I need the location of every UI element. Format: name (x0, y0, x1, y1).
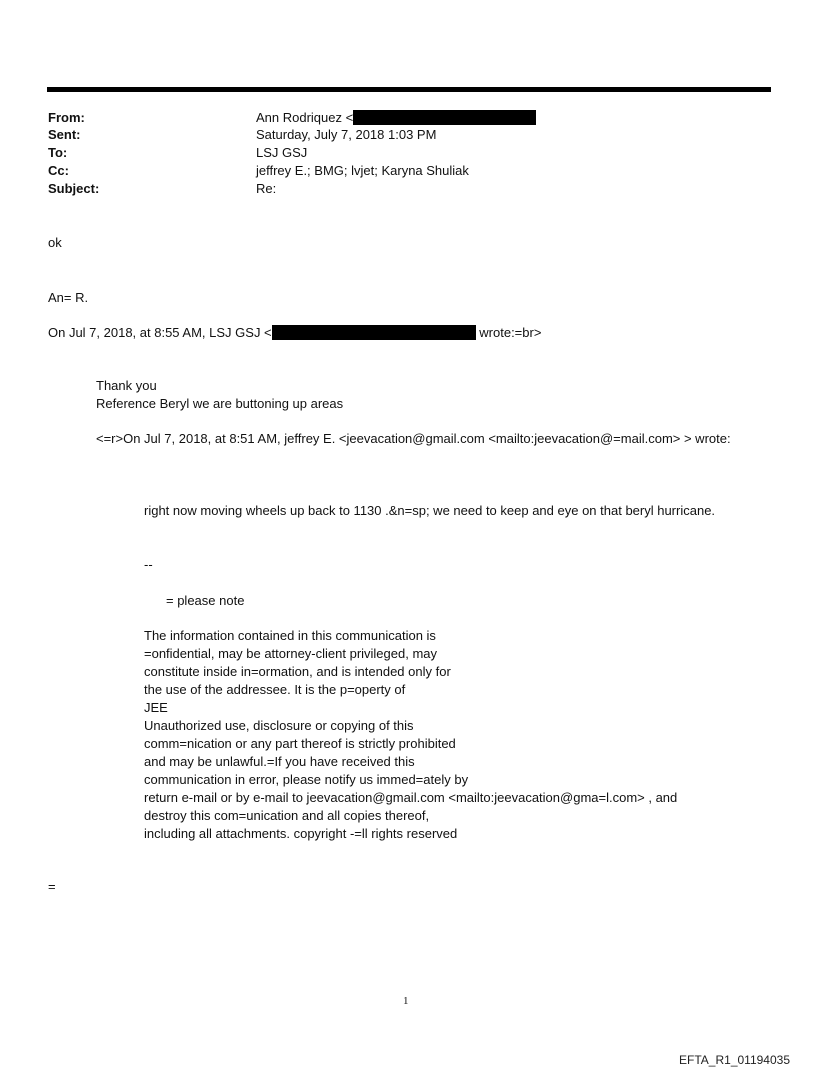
to-value: LSJ GSJ (256, 145, 308, 160)
page-number: 1 (403, 995, 409, 1007)
from-label: From: (48, 110, 85, 125)
signoff-text: An= R. (48, 290, 89, 305)
disclaimer-line: communication in error, please notify us immed=ately by (144, 772, 469, 787)
disclaimer-line: return e-mail or by e-mail to jeevacation@gmail.com <mailto:jeevacation@gma=l.com> , and (144, 790, 678, 805)
from-value (256, 110, 536, 126)
quote1-intro-prefix: On Jul 7, 2018, at 8:55 AM, LSJ GSJ < (48, 325, 272, 340)
sent-label: Sent: (48, 127, 81, 142)
redaction-block (272, 325, 476, 340)
trailing-char: = (48, 879, 56, 894)
from-name: Ann Rodriquez < (256, 110, 354, 125)
disclaimer-line: including all attachments. copyright -=ll rights reserved (144, 826, 458, 841)
disclaimer-line: destroy this com=unication and all copies thereof, (144, 808, 430, 823)
quote1-line-2: Reference Beryl we are buttoning up areas (96, 396, 344, 411)
sent-value: Saturday, July 7, 2018 1:03 PM (256, 127, 437, 142)
cc-label: Cc: (48, 163, 69, 178)
subject-label: Subject: (48, 181, 100, 196)
reply-text: ok (48, 235, 62, 250)
to-label: To: (48, 145, 68, 160)
please-note: = please note (166, 593, 245, 608)
quote1-line-1: Thank you (96, 378, 157, 393)
signature-separator: -- (144, 557, 153, 572)
disclaimer-line: comm=nication or any part thereof is strictly prohibited (144, 736, 456, 751)
quote1-intro (48, 325, 541, 341)
disclaimer-line: JEE (144, 700, 168, 715)
disclaimer-line: the use of the addressee. It is the p=operty of (144, 682, 406, 697)
subject-value: Re: (256, 181, 277, 196)
cc-value: jeffrey E.; BMG; lvjet; Karyna Shuliak (256, 163, 469, 178)
disclaimer-line: Unauthorized use, disclosure or copying of this (144, 718, 414, 733)
quote1-intro-suffix: wrote:=br> (479, 325, 542, 340)
header-rule (47, 87, 771, 92)
disclaimer-line: =onfidential, may be attorney-client privileged, may (144, 646, 438, 661)
disclaimer-line: and may be unlawful.=If you have received this (144, 754, 415, 769)
quote2-message: right now moving wheels up back to 1130 .&n=sp; we need to keep and eye on that beryl hurricane. (144, 503, 716, 518)
quote2-intro: <=r>On Jul 7, 2018, at 8:51 AM, jeffrey E. <jeevacation@gmail.com <mailto:jeevacation@=mail.com> > wrote: (96, 431, 731, 446)
bates-number: EFTA_R1_01194035 (679, 1053, 790, 1067)
redaction-block (353, 110, 536, 125)
disclaimer-line: The information contained in this communication is (144, 628, 436, 643)
disclaimer-line: constitute inside in=ormation, and is intended only for (144, 664, 451, 679)
